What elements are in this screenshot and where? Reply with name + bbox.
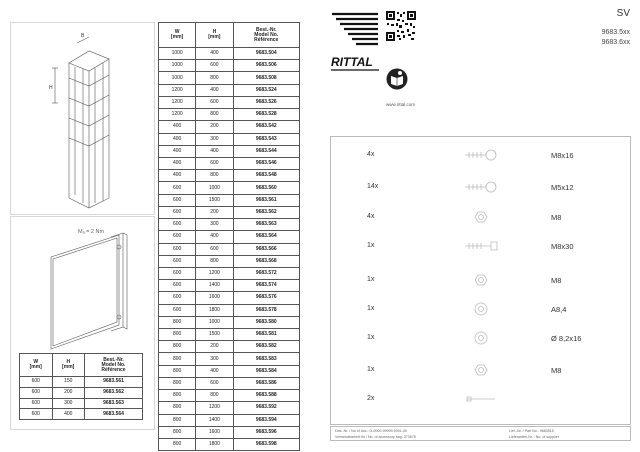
part-size: M8 bbox=[551, 276, 562, 285]
part-quantity: 4x bbox=[367, 213, 375, 220]
variant-table-row bbox=[159, 170, 300, 182]
model-number-cell: 9683.592 bbox=[233, 402, 300, 414]
height-cell: 400 bbox=[196, 84, 233, 96]
height-cell: 1500 bbox=[196, 329, 233, 341]
part-size: M8x30 bbox=[551, 242, 574, 251]
height-cell: 400 bbox=[52, 409, 85, 420]
variant-table-row bbox=[159, 304, 300, 316]
footer-accessory-bag: Verwendbarkeit für / No. of accessory bag: 373678 bbox=[335, 435, 416, 439]
width-cell: 800 bbox=[159, 329, 196, 341]
variant-table-row bbox=[159, 414, 300, 426]
width-cell: 1000 bbox=[159, 60, 196, 72]
variant-table-row bbox=[159, 353, 300, 365]
torque-spec: Mₐ = 2 Nm bbox=[78, 229, 105, 235]
small-variant-table-header-1: H [mm] bbox=[52, 354, 85, 377]
part-size: M5x12 bbox=[551, 183, 574, 192]
footer-doc-number: Dok.-Nr. / No of doc.: D-0000-99999-0001-00 bbox=[335, 429, 407, 433]
website-link[interactable]: www.rittal.com bbox=[386, 102, 416, 107]
width-cell: 600 bbox=[159, 231, 196, 243]
part-size: M8 bbox=[551, 366, 562, 375]
part-quantity: 1x bbox=[367, 276, 375, 283]
model-number-cell: 9683.526 bbox=[233, 96, 300, 108]
model-number-cell: 9683.563 bbox=[85, 398, 143, 409]
height-cell: 400 bbox=[196, 48, 233, 60]
dim-label-h: H bbox=[49, 85, 53, 91]
product-code-1: 9683.5xx bbox=[601, 29, 630, 36]
model-number-cell: 9683.586 bbox=[233, 377, 300, 389]
model-number-cell: 9683.542 bbox=[233, 121, 300, 133]
height-cell: 1200 bbox=[196, 267, 233, 279]
height-cell: 1600 bbox=[196, 426, 233, 438]
part-quantity: 1x bbox=[367, 242, 375, 249]
height-cell: 1400 bbox=[196, 280, 233, 292]
width-cell: 600 bbox=[159, 182, 196, 194]
width-cell: 600 bbox=[159, 194, 196, 206]
screw-icon bbox=[461, 148, 501, 162]
model-number-cell: 9683.572 bbox=[233, 267, 300, 279]
screw-icon bbox=[461, 180, 501, 194]
variant-table-row bbox=[159, 145, 300, 157]
part-size: Ø 8,2x16 bbox=[551, 334, 582, 343]
model-number-cell: 9683.562 bbox=[233, 206, 300, 218]
width-cell: 800 bbox=[159, 377, 196, 389]
height-cell: 800 bbox=[196, 255, 233, 267]
variant-table-row bbox=[159, 439, 300, 451]
width-cell: 600 bbox=[159, 219, 196, 231]
variant-table-row bbox=[159, 109, 300, 121]
width-cell: 600 bbox=[159, 304, 196, 316]
height-cell: 600 bbox=[196, 60, 233, 72]
width-cell: 400 bbox=[159, 133, 196, 145]
variant-table-row bbox=[159, 219, 300, 231]
width-cell: 1200 bbox=[159, 84, 196, 96]
height-cell: 200 bbox=[196, 121, 233, 133]
washer-icon bbox=[461, 302, 501, 316]
width-cell: 400 bbox=[159, 145, 196, 157]
rittal-logo bbox=[330, 11, 380, 83]
width-cell: 1000 bbox=[159, 48, 196, 60]
variant-table-row bbox=[159, 316, 300, 328]
variant-table-row bbox=[159, 329, 300, 341]
width-cell: 600 bbox=[159, 243, 196, 255]
part-quantity: 1x bbox=[367, 305, 375, 312]
variant-table-header-0: W [mm] bbox=[159, 23, 196, 48]
variant-table-row bbox=[159, 206, 300, 218]
footer-supplier: Lieferanten-Nr. / No. of supplier bbox=[509, 435, 559, 439]
part-quantity: 1x bbox=[367, 334, 375, 341]
model-number-cell: 9683.564 bbox=[85, 409, 143, 420]
variant-table-row bbox=[159, 231, 300, 243]
variant-table-row bbox=[159, 341, 300, 353]
width-cell: 600 bbox=[20, 387, 53, 398]
small-variant-table-row bbox=[20, 398, 143, 409]
variant-table-row bbox=[159, 194, 300, 206]
height-cell: 600 bbox=[196, 157, 233, 169]
nut-icon bbox=[461, 273, 501, 287]
model-number-cell: 9683.508 bbox=[233, 72, 300, 84]
model-number-cell: 9683.561 bbox=[85, 377, 143, 388]
width-cell: 600 bbox=[20, 377, 53, 388]
model-number-cell: 9683.583 bbox=[233, 353, 300, 365]
small-variant-table-row bbox=[20, 387, 143, 398]
width-cell: 800 bbox=[159, 390, 196, 402]
model-number-cell: 9683.568 bbox=[233, 255, 300, 267]
model-number-cell: 9683.562 bbox=[85, 387, 143, 398]
height-cell: 600 bbox=[196, 96, 233, 108]
footer-part-number: Lief.-Nr. / Part No.: 9683515 bbox=[509, 429, 554, 433]
variant-table-row bbox=[159, 96, 300, 108]
enclosure-illustration bbox=[10, 22, 155, 215]
model-number-cell: 9683.596 bbox=[233, 426, 300, 438]
variant-table-row bbox=[159, 292, 300, 304]
model-number-cell: 9683.582 bbox=[233, 341, 300, 353]
width-cell: 800 bbox=[159, 341, 196, 353]
part-size: A8,4 bbox=[551, 305, 567, 314]
small-variant-table-header-2: Best.-Nr. Model No. Référence bbox=[85, 354, 143, 377]
model-number-cell: 9683.588 bbox=[233, 390, 300, 402]
model-number-cell: 9683.581 bbox=[233, 329, 300, 341]
variant-table-row bbox=[159, 182, 300, 194]
part-quantity: 4x bbox=[367, 151, 375, 158]
model-number-cell: 9683.564 bbox=[233, 231, 300, 243]
variant-table-row bbox=[159, 84, 300, 96]
width-cell: 800 bbox=[159, 365, 196, 377]
height-cell: 200 bbox=[196, 341, 233, 353]
width-cell: 600 bbox=[20, 398, 53, 409]
width-cell: 600 bbox=[159, 206, 196, 218]
variant-table-header-1: H [mm] bbox=[196, 23, 233, 48]
variant-table bbox=[158, 22, 300, 451]
height-cell: 800 bbox=[196, 72, 233, 84]
variant-table-row bbox=[159, 267, 300, 279]
height-cell: 800 bbox=[196, 390, 233, 402]
width-cell: 1000 bbox=[159, 72, 196, 84]
variant-table-row bbox=[159, 60, 300, 72]
part-size: M8x16 bbox=[551, 151, 574, 160]
width-cell: 800 bbox=[159, 316, 196, 328]
height-cell: 1400 bbox=[196, 414, 233, 426]
part-quantity: 2x bbox=[367, 395, 375, 402]
model-number-cell: 9683.561 bbox=[233, 194, 300, 206]
small-variant-table-row bbox=[20, 409, 143, 420]
height-cell: 400 bbox=[196, 145, 233, 157]
variant-table-row bbox=[159, 280, 300, 292]
model-number-cell: 9683.598 bbox=[233, 439, 300, 451]
width-cell: 600 bbox=[159, 280, 196, 292]
height-cell: 600 bbox=[196, 243, 233, 255]
brand-name: RITTAL bbox=[331, 55, 373, 69]
height-cell: 1500 bbox=[196, 194, 233, 206]
model-number-cell: 9683.580 bbox=[233, 316, 300, 328]
manual-icon bbox=[386, 68, 408, 90]
model-number-cell: 9683.578 bbox=[233, 304, 300, 316]
model-number-cell: 9683.560 bbox=[233, 182, 300, 194]
nut-icon bbox=[461, 210, 501, 224]
height-cell: 600 bbox=[196, 377, 233, 389]
model-number-cell: 9683.544 bbox=[233, 145, 300, 157]
width-cell: 400 bbox=[159, 170, 196, 182]
height-cell: 800 bbox=[196, 170, 233, 182]
width-cell: 1200 bbox=[159, 109, 196, 121]
model-number-cell: 9683.574 bbox=[233, 280, 300, 292]
height-cell: 300 bbox=[52, 398, 85, 409]
model-number-cell: 9683.546 bbox=[233, 157, 300, 169]
width-cell: 800 bbox=[159, 402, 196, 414]
model-number-cell: 9683.584 bbox=[233, 365, 300, 377]
bolt-icon bbox=[461, 239, 501, 253]
width-cell: 600 bbox=[159, 292, 196, 304]
width-cell: 800 bbox=[159, 414, 196, 426]
model-number-cell: 9683.576 bbox=[233, 292, 300, 304]
width-cell: 800 bbox=[159, 426, 196, 438]
model-number-cell: 9683.543 bbox=[233, 133, 300, 145]
width-cell: 1200 bbox=[159, 96, 196, 108]
small-variant-table bbox=[19, 353, 143, 420]
height-cell: 300 bbox=[196, 133, 233, 145]
variant-table-row bbox=[159, 390, 300, 402]
variant-table-row bbox=[159, 48, 300, 60]
variant-table-row bbox=[159, 133, 300, 145]
model-number-cell: 9683.563 bbox=[233, 219, 300, 231]
width-cell: 600 bbox=[159, 267, 196, 279]
model-number-cell: 9683.528 bbox=[233, 109, 300, 121]
model-number-cell: 9683.548 bbox=[233, 170, 300, 182]
height-cell: 200 bbox=[196, 206, 233, 218]
height-cell: 400 bbox=[196, 365, 233, 377]
qr-code bbox=[386, 11, 416, 41]
document-title: SV bbox=[616, 8, 630, 19]
part-size: M8 bbox=[551, 213, 562, 222]
model-number-cell: 9683.524 bbox=[233, 84, 300, 96]
height-cell: 300 bbox=[196, 353, 233, 365]
model-number-cell: 9683.504 bbox=[233, 48, 300, 60]
washer-icon bbox=[461, 331, 501, 345]
small-variant-table-row bbox=[20, 377, 143, 388]
width-cell: 800 bbox=[159, 353, 196, 365]
width-cell: 400 bbox=[159, 157, 196, 169]
variant-table-row bbox=[159, 157, 300, 169]
variant-table-row bbox=[159, 72, 300, 84]
height-cell: 200 bbox=[52, 387, 85, 398]
height-cell: 1600 bbox=[196, 292, 233, 304]
height-cell: 1200 bbox=[196, 402, 233, 414]
dim-label-b: B bbox=[81, 33, 85, 39]
variant-table-row bbox=[159, 255, 300, 267]
variant-table-header-2: Best.-Nr. Model No. Référence bbox=[233, 23, 300, 48]
height-cell: 1800 bbox=[196, 304, 233, 316]
height-cell: 400 bbox=[196, 231, 233, 243]
model-number-cell: 9683.594 bbox=[233, 414, 300, 426]
model-number-cell: 9683.566 bbox=[233, 243, 300, 255]
variant-table-row bbox=[159, 402, 300, 414]
height-cell: 800 bbox=[196, 109, 233, 121]
height-cell: 150 bbox=[52, 377, 85, 388]
height-cell: 1800 bbox=[196, 439, 233, 451]
parts-list bbox=[330, 136, 631, 425]
variant-table-row bbox=[159, 121, 300, 133]
height-cell: 1000 bbox=[196, 182, 233, 194]
height-cell: 300 bbox=[196, 219, 233, 231]
cable-tie-icon bbox=[461, 392, 501, 406]
nut-icon bbox=[461, 363, 501, 377]
part-quantity: 14x bbox=[367, 183, 379, 190]
height-cell: 1000 bbox=[196, 316, 233, 328]
small-variant-table-header-0: W [mm] bbox=[20, 354, 53, 377]
width-cell: 400 bbox=[159, 121, 196, 133]
part-quantity: 1x bbox=[367, 366, 375, 373]
variant-table-row bbox=[159, 243, 300, 255]
variant-table-row bbox=[159, 377, 300, 389]
model-number-cell: 9683.506 bbox=[233, 60, 300, 72]
variant-table-row bbox=[159, 426, 300, 438]
width-cell: 600 bbox=[20, 409, 53, 420]
document-footer bbox=[330, 426, 631, 441]
variant-table-row bbox=[159, 365, 300, 377]
product-code-2: 9683.6xx bbox=[601, 39, 630, 46]
width-cell: 600 bbox=[159, 255, 196, 267]
width-cell: 800 bbox=[159, 439, 196, 451]
